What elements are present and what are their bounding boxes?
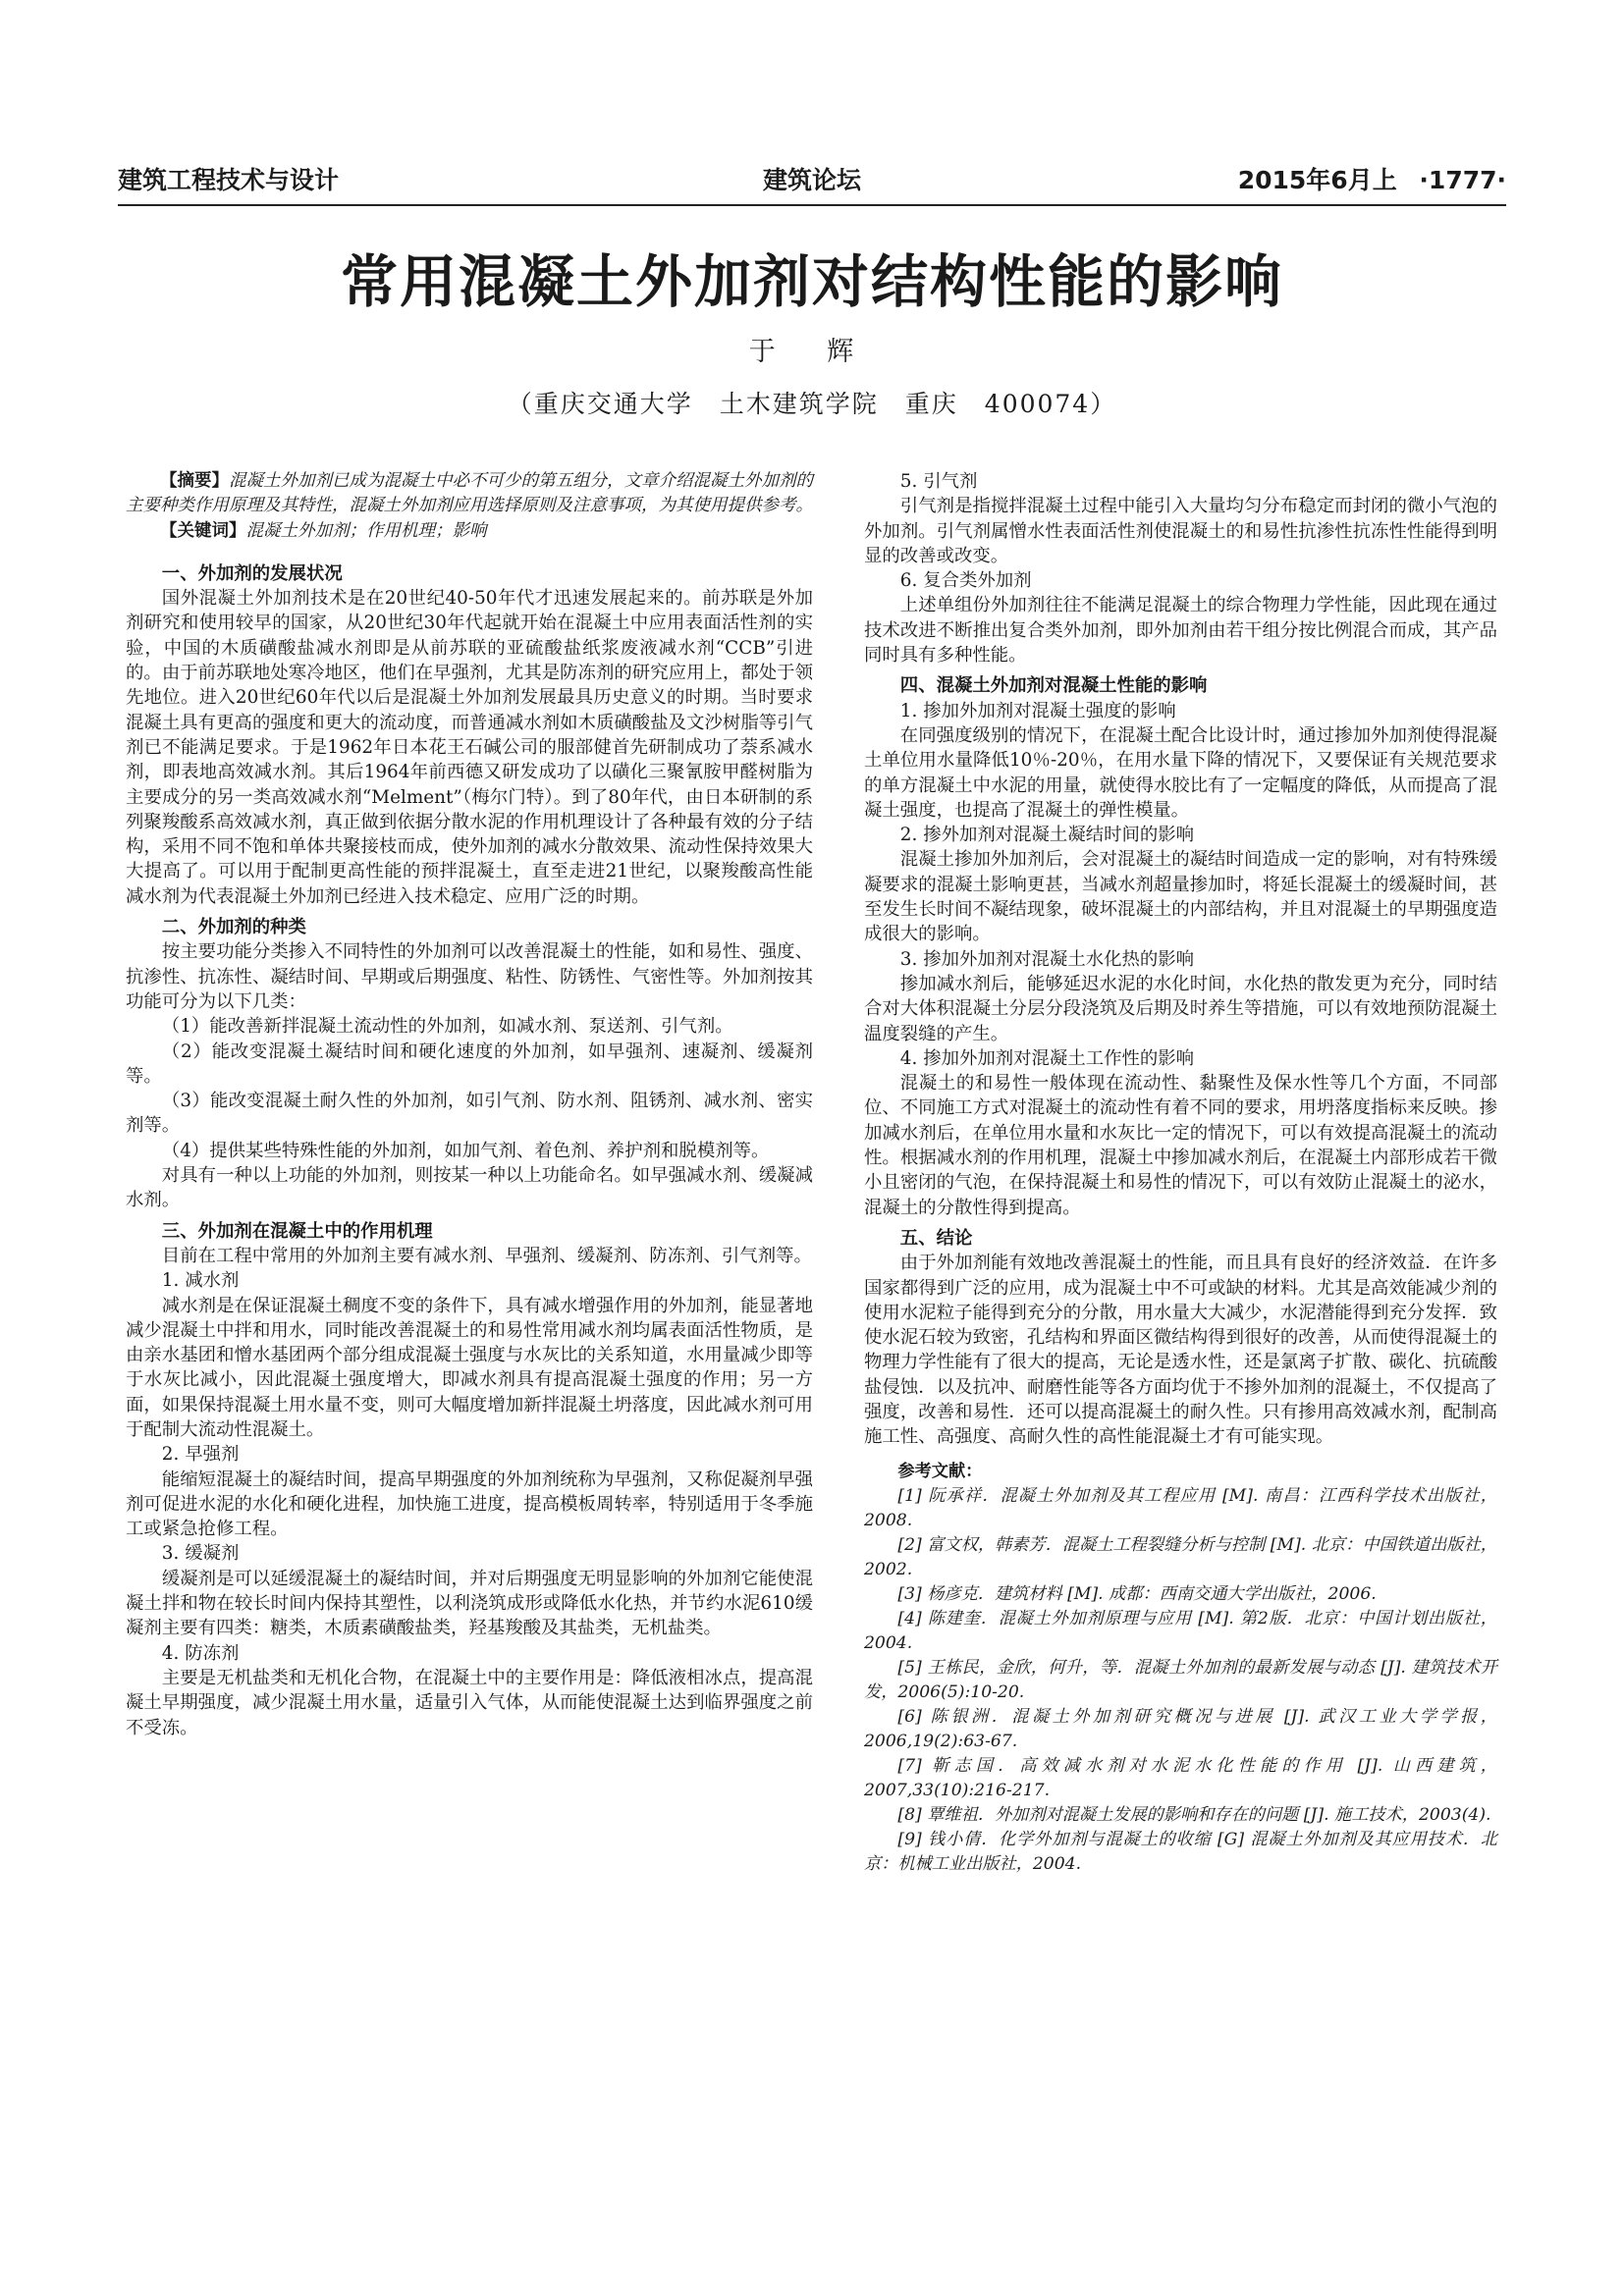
paper-title: 常用混凝土外加剂对结构性能的影响	[340, 248, 1283, 315]
subsection-heading: 4. 掺加外加剂对混凝土工作性的影响	[899, 1047, 1195, 1069]
issue-date: 2015年6月上	[1237, 166, 1397, 194]
page-number: ·1777·	[1419, 166, 1506, 194]
subsection-heading: 6. 复合类外加剂	[899, 570, 1032, 592]
subsection-heading: 3. 掺加外加剂对混凝土水化热的影响	[899, 948, 1195, 970]
subsection-heading: 1. 减水剂	[161, 1270, 240, 1292]
keywords-label: 【关键词】	[160, 520, 246, 541]
reference-item: [1] 阮承祥．混凝土外加剂及其工程应用 [M]. 南昌：江西科学技术出版社，2008.	[864, 1485, 1497, 1530]
section-heading: 三、外加剂在混凝土中的作用机理	[161, 1220, 433, 1242]
reference-item: [2] 富文权，韩素芳．混凝土工程裂缝分析与控制 [M]. 北京：中国铁道出版社，2002.	[864, 1534, 1497, 1579]
reference-item: [4] 陈建奎．混凝土外加剂原理与应用 [M]. 第2版．北京：中国计划出版社，2004.	[864, 1608, 1497, 1653]
paragraph: 主要是无机盐类和无机化合物，在混凝土中的主要作用是：降低液相冰点，提高混凝土早期强度，减少混凝土用水量，适量引入气体，从而能使混凝土达到临界强度之前不受冻。	[126, 1667, 813, 1738]
paragraph: 按主要功能分类掺入不同特性的外加剂可以改善混凝土的性能，如和易性、强度、抗渗性、抗冻性、凝结时间、早期或后期强度、粘性、防锈性、气密性等。外加剂按其功能可分为以下几类：	[126, 941, 813, 1012]
reference-item: [6] 陈银洲．混凝土外加剂研究概况与进展 [J]. 武汉工业大学学报，2006,19(2):63-67.	[864, 1706, 1497, 1751]
section-heading: 四、混凝土外加剂对混凝土性能的影响	[899, 675, 1208, 697]
paragraph: 在同强度级别的情况下，在混凝土配合比设计时，通过掺加外加剂使得混凝土单位用水量降低10％-20％，在用水量下降的情况下，又要保证有关规范要求的单方混凝土中水泥的用量，就使得水胶比有了一定幅度的降低，从而提高了混凝土强度，也提高了混凝土的弹性模量。	[864, 724, 1497, 821]
keywords-text: 混凝土外加剂；作用机理；影响	[245, 520, 487, 541]
subsection-heading: 4. 防冻剂	[161, 1642, 240, 1664]
author-affiliation: （重庆交通大学 土木建筑学院 重庆 400074）	[507, 390, 1117, 418]
section-heading: 一、外加剂的发展状况	[161, 562, 343, 584]
abstract-label: 【摘要】	[160, 471, 229, 491]
section-heading: 五、结论	[899, 1227, 973, 1249]
paragraph: 目前在工程中常用的外加剂主要有减水剂、早强剂、缓凝剂、防冻剂、引气剂等。	[161, 1245, 812, 1266]
list-item: （3）能改变混凝土耐久性的外加剂，如引气剂、防水剂、阻锈剂、减水剂、密实剂等。	[126, 1091, 813, 1137]
paragraph: 缓凝剂是可以延缓混凝土的凝结时间，并对后期强度无明显影响的外加剂它能使混凝土拌和物在较长时间内保持其塑性，以利浇筑成形或降低水化热，并节约水泥610缓凝剂主要有四类：糖类，木质素磺酸盐类，羟基羧酸及其盐类，无机盐类。	[126, 1568, 813, 1639]
paragraph: 掺加减水剂后，能够延迟水泥的水化时间，水化热的散发更为充分，同时结合对大体积混凝土分层分段浇筑及后期及时养生等措施，可以有效地预防混凝土温度裂缝的产生。	[864, 973, 1497, 1044]
author-name: 于 辉	[748, 337, 876, 367]
subsection-heading: 3. 缓凝剂	[161, 1543, 240, 1565]
paragraph: 国外混凝土外加剂技术是在20世纪40-50年代才迅速发展起来的。前苏联是外加剂研究和使用较早的国家，从20世纪30年代起就开始在混凝土中应用表面活性剂的实验，中国的木质磺酸盐减水剂即是从前苏联的亚硫酸盐纸浆废液减水剂“CCB”引进的。由于前苏联地处寒冷地区，他们在早强剂，尤其是防冻剂的研究应用上，都处于领先地位。进入20世纪60年代以后是混凝土外加剂发展最具历史意义的时期。当时要求混凝土具有更高的强度和更大的流动度，而普通减水剂如木质磺酸盐及文沙树脂等引气剂已不能满足要求。于是1962年日本花王石碱公司的服部健首先研制成功了萘系减水剂，即表地高效减水剂。其后1964年前西德又研发成功了以磺化三聚氰胺甲醛树脂为主要成分的另一类高效减水剂“Melment”（梅尔门特）。到了80年代，由日本研制的系列聚羧酸系高效减水剂，真正做到依据分散水泥的作用机理设计了各种最有效的分子结构，采用不同不饱和单体共聚接枝而成，使外加剂的减水分散效果、流动性保持效果大大提高了。可以用于配制更高性能的预拌混凝土，直至走进21世纪，以聚羧酸高性能减水剂为代表混凝土外加剂已经进入技术稳定、应用广泛的时期。	[126, 588, 813, 907]
subsection-heading: 5. 引气剂	[899, 471, 978, 492]
section-heading: 二、外加剂的种类	[161, 917, 306, 938]
keywords	[126, 519, 813, 544]
reference-item: [7] 靳志国．高效减水剂对水泥水化性能的作用 [J]. 山西建筑，2007,33(10):216-217.	[864, 1755, 1497, 1800]
references-heading: 参考文献：	[897, 1461, 983, 1481]
subsection-heading: 2. 掺外加剂对混凝土凝结时间的影响	[899, 825, 1195, 846]
paragraph: 上述单组份外加剂往往不能满足混凝土的综合物理力学性能，因此现在通过技术改进不断推出复合类外加剂，即外加剂由若干组分按比例混合而成，其产品同时具有多种性能。	[864, 595, 1497, 667]
references	[864, 1460, 1497, 1877]
abstract	[126, 469, 813, 519]
reference-item: [9] 钱小倩．化学外加剂与混凝土的收缩 [G] 混凝土外加剂及其应用技术．北京：机械工业出版社，2004.	[864, 1829, 1497, 1874]
paragraph: 混凝土掺加外加剂后，会对混凝土的凝结时间造成一定的影响，对有特殊缓凝要求的混凝土影响更甚，当减水剂超量掺加时，将延长混凝土的缓凝时间，甚至发生长时间不凝结现象，破坏混凝土的内部结构，并且对混凝土的早期强度造成很大的影响。	[864, 849, 1497, 945]
paragraph: 引气剂是指搅拌混凝土过程中能引入大量均匀分布稳定而封闭的微小气泡的外加剂。引气剂属憎水性表面活性剂使混凝土的和易性抗渗性抗冻性性能得到明显的改善或改变。	[864, 496, 1497, 566]
section-name: 建筑论坛	[762, 166, 861, 194]
list-item: （2）能改变混凝土凝结时间和硬化速度的外加剂，如早强剂、速凝剂、缓凝剂等。	[126, 1041, 813, 1087]
paragraph: 混凝土的和易性一般体现在流动性、黏聚性及保水性等几个方面，不同部位、不同施工方式对混凝土的流动性有着不同的要求，用坍落度指标来反映。掺加减水剂后，在单位用水量和水灰比一定的情况下，可以有效提高混凝土的流动性。根据减水剂的作用机理，混凝土中掺加减水剂后，在混凝土内部形成若干微小且密闭的气泡，在保持混凝土和易性的情况下，可以有效防止混凝土的泌水，混凝土的分散性得到提高。	[864, 1073, 1497, 1218]
abstract-text: 混凝土外加剂已成为混凝土中必不可少的第五组分，文章介绍混凝土外加剂的主要种类作用原理及其特性，混凝土外加剂应用选择原则及注意事项，为其使用提供参考。	[126, 471, 813, 516]
journal-name: 建筑工程技术与设计	[118, 166, 340, 194]
left-column	[126, 469, 813, 1740]
reference-item: [3] 杨彦克．建筑材料 [M]. 成都：西南交通大学出版社，2006.	[897, 1583, 1377, 1604]
paragraph: 能缩短混凝土的凝结时间，提高早期强度的外加剂统称为早强剂，又称促凝剂早强剂可促进水泥的水化和硬化进程，加快施工进度，提高模板周转率，特别适用于冬季施工或紧急抢修工程。	[126, 1468, 813, 1540]
reference-item: [8] 覃维祖．外加剂对混凝土发展的影响和存在的问题 [J]. 施工技术，2003(4).	[897, 1804, 1491, 1825]
running-header	[118, 157, 1506, 206]
paragraph: 由于外加剂能有效地改善混凝土的性能，而且具有良好的经济效益．在许多国家都得到广泛的应用，成为混凝土中不可或缺的材料。尤其是高效能减少剂的使用水泥粒子能得到充分的分散，用水量大大减少，水泥潜能得到充分发挥．致使水泥石较为致密，孔结构和界面区微结构得到很好的改善，从而使得混凝土的物理力学性能有了很大的提高，无论是透水性，还是氯离子扩散、碳化、抗硫酸盐侵蚀．以及抗冲、耐磨性能等各方面均优于不掺外加剂的混凝土，不仅提高了强度，改善和易性．还可以提高混凝土的耐久性。只有掺用高效减水剂，配制高施工性、高强度、高耐久性的高性能混凝土才有可能实现。	[864, 1253, 1497, 1448]
subsection-heading: 2. 早强剂	[161, 1444, 240, 1466]
subsection-heading: 1. 掺加外加剂对混凝土强度的影响	[899, 700, 1176, 721]
list-item: （4）提供某些特殊性能的外加剂，如加气剂、着色剂、养护剂和脱模剂等。	[161, 1140, 770, 1161]
paragraph: 减水剂是在保证混凝土稠度不变的条件下，具有减水增强作用的外加剂，能显著地减少混凝土中拌和用水，同时能改善混凝土的和易性常用减水剂均属表面活性物质，是由亲水基团和憎水基团两个部分组成混凝土强度与水灰比的关系知道，水用量减少即等于水灰比减小，因此混凝土强度增大，即减水剂具有提高混凝土强度的作用；另一方面，如果保持混凝土用水量不变，则可大幅度增加新拌混凝土坍落度，因此减水剂可用于配制大流动性混凝土。	[126, 1295, 813, 1440]
right-column	[864, 469, 1497, 1877]
paragraph: 对具有一种以上功能的外加剂，则按某一种以上功能命名。如早强减水剂、缓凝减水剂。	[126, 1165, 813, 1211]
list-item: （1）能改善新拌混凝土流动性的外加剂，如减水剂、泵送剂、引气剂。	[161, 1016, 733, 1038]
reference-item: [5] 王栋民，金欣，何升，等．混凝土外加剂的最新发展与动态 [J]. 建筑技术开发，2006(5):10-20.	[864, 1657, 1497, 1702]
issue-and-page	[1238, 161, 1506, 196]
